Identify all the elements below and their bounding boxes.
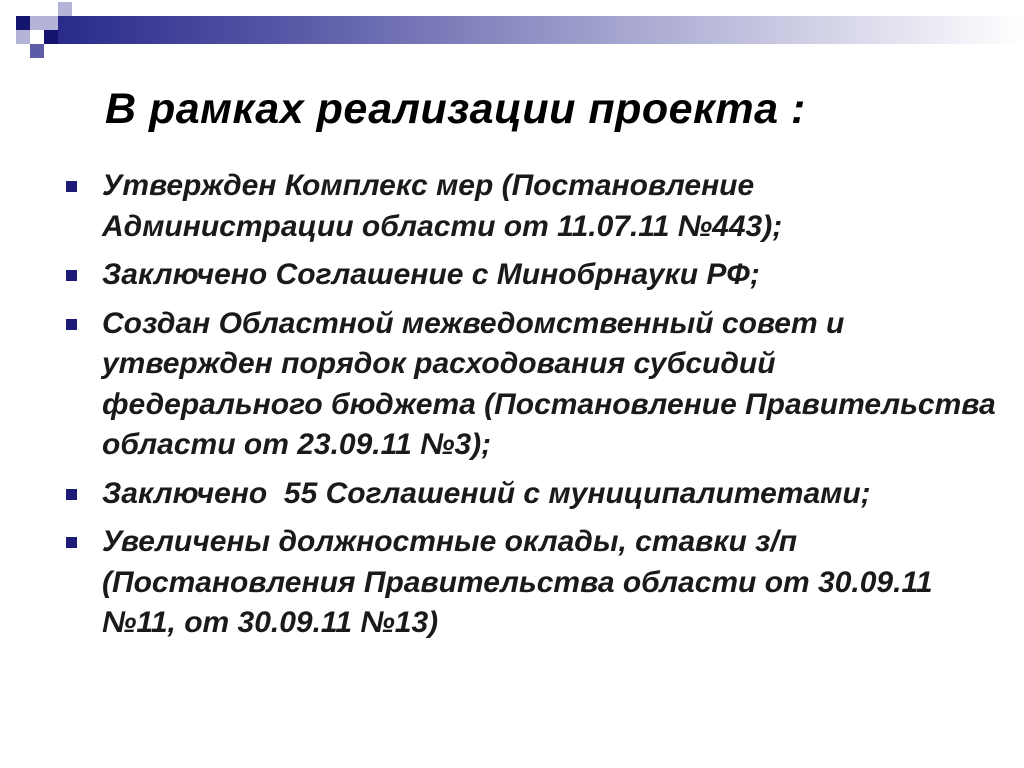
bullet-item [62, 522, 1002, 644]
bullet-text: Увеличены должностные оклады, ставки з/п (Постановления Правительства области от 30.09.11 №11, от 30.09.11 №13) [102, 525, 941, 639]
square-bullet-icon [66, 181, 77, 192]
header-gradient-band [58, 16, 1024, 44]
square-bullet-icon [66, 537, 77, 548]
bullet-text: Утвержден Комплекс мер (Постановление Администрации области от 11.07.11 №443); [102, 169, 783, 243]
square-bullet-icon [66, 489, 77, 500]
bullet-text: Создан Областной межведомственный совет и утвержден порядок расходования субсидий федерального бюджета (Постановление Правительства области от 23.09.11 №3); [102, 306, 1005, 461]
square-bullet-icon [66, 270, 77, 281]
deco-square [44, 30, 58, 44]
deco-square [16, 16, 30, 30]
bullet-text: Заключено Соглашение с Минобрнауки РФ; [102, 258, 760, 291]
bullet-item [62, 166, 1002, 247]
header-decoration [0, 0, 1024, 70]
deco-square [44, 16, 58, 30]
deco-square [16, 30, 30, 44]
slide-title: В рамках реализации проекта : [105, 85, 806, 133]
deco-square [30, 44, 44, 58]
deco-square [58, 2, 72, 16]
bullet-item [62, 255, 1002, 296]
square-bullet-icon [66, 319, 77, 330]
bullet-text: Заключено 55 Соглашений с муниципалитетами; [102, 476, 871, 510]
bullet-item [62, 304, 1005, 466]
bullet-item [62, 474, 1002, 515]
deco-square [30, 16, 44, 30]
bullet-list [62, 166, 1005, 652]
